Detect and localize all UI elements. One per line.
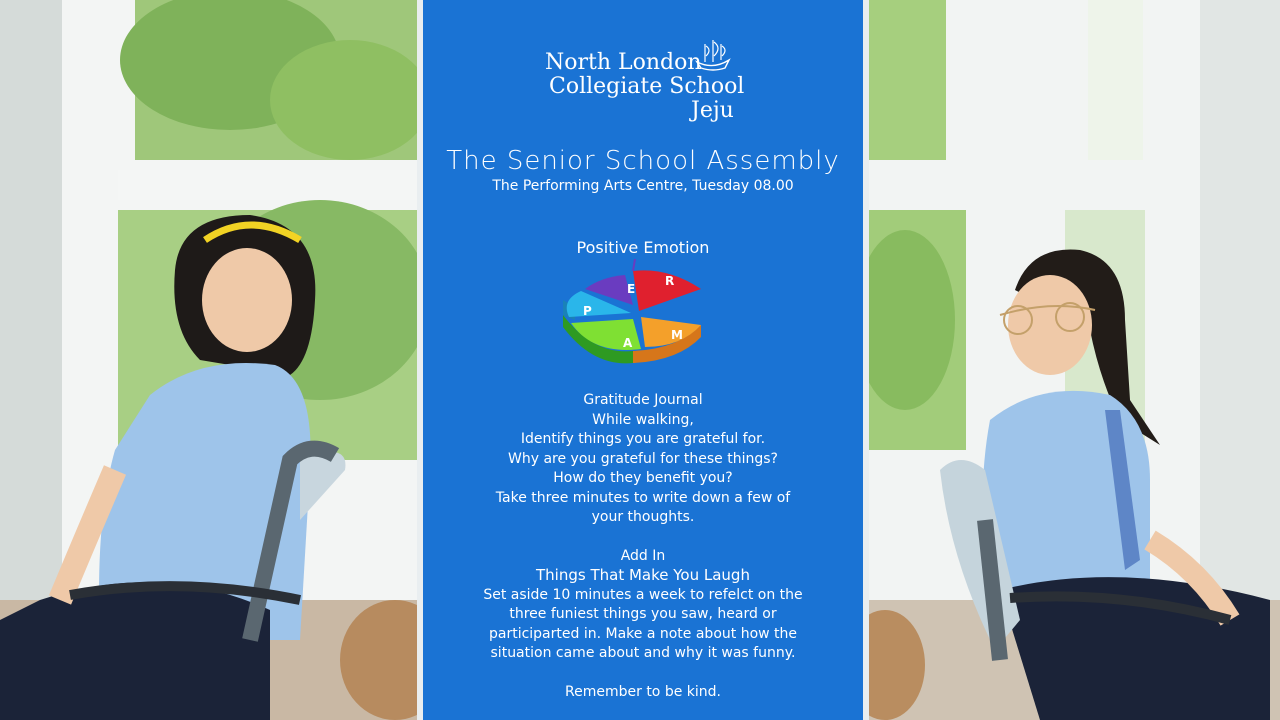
logo-line-1: North London xyxy=(545,50,702,75)
gratitude-line: How do they benefit you? xyxy=(553,470,733,486)
gratitude-line: Why are you grateful for these things? xyxy=(508,450,778,467)
panel-body xyxy=(423,391,863,702)
addin-heading: Things That Make You Laugh xyxy=(536,566,750,584)
logo-line-2: Collegiate School xyxy=(549,74,745,99)
addin-line: Set aside 10 minutes a week to refelct on the xyxy=(483,586,803,603)
pie-label-m: M xyxy=(671,328,683,342)
school-logo xyxy=(533,38,753,128)
perma-pie-graphic xyxy=(553,255,713,390)
pie-label-e: E xyxy=(627,282,636,296)
addin-label: Add In xyxy=(620,547,666,564)
logo-line-3: Jeju xyxy=(691,98,734,123)
gratitude-line: Take three minutes to write down a few of xyxy=(495,489,791,506)
assembly-panel xyxy=(423,0,863,720)
gratitude-heading: Gratitude Journal xyxy=(583,392,703,408)
addin-line: situation came about and why it was funny. xyxy=(490,645,796,661)
gratitude-line: Identify things you are grateful for. xyxy=(520,431,766,447)
closing-line: Remember to be kind. xyxy=(565,683,721,700)
gratitude-line: your thoughts. xyxy=(591,509,695,525)
pie-label-a: A xyxy=(623,336,633,350)
pie-label-p: P xyxy=(583,304,592,318)
assembly-title: The Senior School Assembly xyxy=(446,146,840,176)
addin-line: participarted in. Make a note about how the xyxy=(488,625,798,642)
gratitude-line: While walking, xyxy=(592,411,694,428)
pie-label-r: R xyxy=(665,274,675,288)
assembly-subtitle: The Performing Arts Centre, Tuesday 08.00 xyxy=(492,178,794,194)
addin-line: three funiest things you saw, heard or xyxy=(509,606,777,622)
section-heading: Positive Emotion xyxy=(576,238,710,257)
